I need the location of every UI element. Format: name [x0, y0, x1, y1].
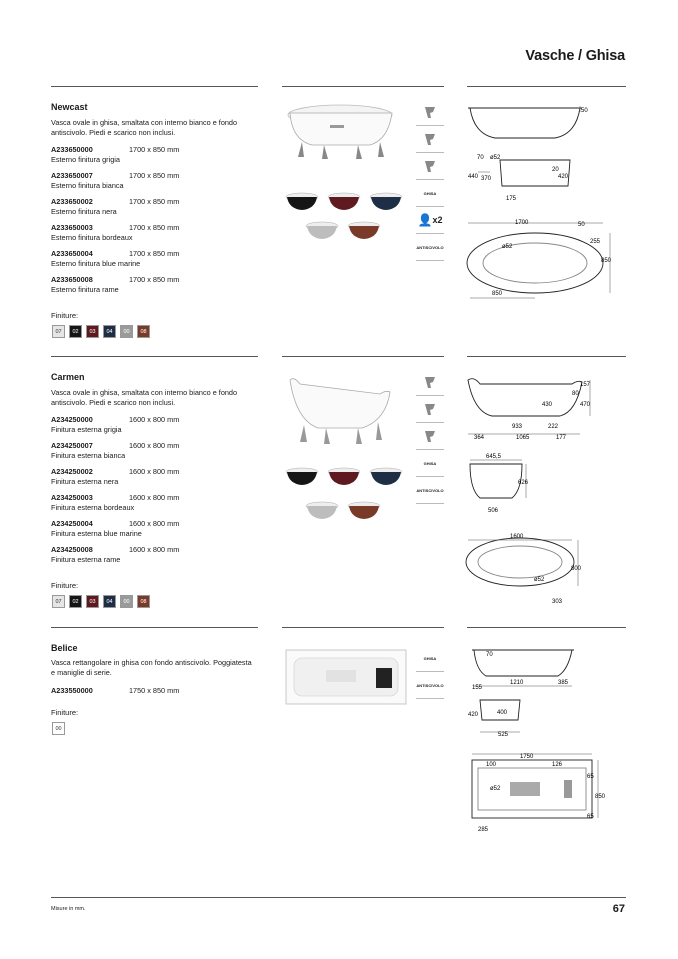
footer-divider — [51, 897, 626, 898]
product-code: A234250000 — [51, 415, 93, 424]
divider — [51, 86, 258, 87]
section-description: Vasca rettangolare in ghisa con fondo antiscivolo. Poggiatesta e maniglie di serie. — [51, 658, 252, 677]
dim-label: 1700 — [515, 220, 529, 226]
product-row — [51, 197, 251, 216]
main-bathtub-photo — [290, 379, 390, 444]
product-finish: Esterno finitura bordeaux — [51, 232, 133, 242]
finish-swatches — [52, 722, 65, 735]
divider — [51, 356, 258, 357]
dim-label: 65 — [587, 774, 594, 780]
dim-label: 1600 — [510, 534, 524, 540]
antiscivolo-label: ANTISCIVOLO — [416, 234, 444, 261]
product-photos-newcast — [282, 95, 410, 250]
dim-label: 255 — [590, 239, 601, 245]
dim-label: 285 — [478, 827, 489, 833]
dim-label: 430 — [542, 402, 553, 408]
dim-label: ø52 — [534, 577, 545, 583]
product-row — [51, 171, 251, 190]
product-code: A233650008 — [51, 275, 93, 284]
dim-label: 933 — [512, 424, 523, 430]
feature-icons — [416, 645, 444, 699]
swatch: 04 — [103, 325, 116, 338]
product-row — [51, 686, 251, 696]
product-size: 1700 x 850 mm — [129, 223, 180, 232]
swatch: 03 — [86, 325, 99, 338]
section-title-belice: Belice — [51, 643, 78, 653]
dim-label: 1065 — [516, 435, 530, 441]
ghisa-label: GHISA — [416, 180, 444, 207]
product-code: A234250002 — [51, 467, 93, 476]
swatch: 08 — [137, 325, 150, 338]
dim-label: 1750 — [520, 754, 534, 760]
product-finish: Esterno finitura blue marine — [51, 258, 141, 268]
dim-label: 364 — [474, 435, 485, 441]
product-finish: Finitura esterna nera — [51, 476, 119, 486]
dim-label: 20 — [552, 167, 559, 173]
divider — [282, 627, 444, 628]
dim-label: 222 — [548, 424, 559, 430]
foot-icon — [416, 369, 444, 396]
dim-label: 800 — [571, 566, 582, 572]
section-description: Vasca ovale in ghisa, smaltata con interno bianco e fondo antiscivolo. Piedi e scarico non inclusi. — [51, 388, 238, 407]
product-finish: Finitura esterna bordeaux — [51, 502, 135, 512]
product-row — [51, 441, 251, 460]
dim-label: 157 — [580, 382, 591, 388]
product-code: A234250007 — [51, 441, 93, 450]
product-finish: Esterno finitura bianca — [51, 180, 124, 190]
product-code: A233650002 — [51, 197, 93, 206]
dim-label: 177 — [556, 435, 567, 441]
antiscivolo-label: ANTISCIVOLO — [416, 477, 444, 504]
swatch: 08 — [137, 595, 150, 608]
swatch: 00 — [120, 325, 133, 338]
product-finish: Esterno finitura nera — [51, 206, 117, 216]
page-title: Vasche / Ghisa — [525, 48, 625, 64]
product-row — [51, 545, 251, 564]
page-number: 67 — [612, 903, 625, 915]
dim-label: 1210 — [510, 680, 524, 686]
two-people-icon: 👤 x2 — [416, 207, 444, 234]
product-row — [51, 275, 251, 294]
product-size: 1750 x 850 mm — [129, 686, 180, 695]
product-size: 1700 x 850 mm — [129, 145, 180, 154]
dim-label: ø52 — [490, 786, 501, 792]
dim-label: 65 — [587, 814, 594, 820]
dim-label: 470 — [580, 402, 591, 408]
section-title-carmen: Carmen — [51, 372, 85, 382]
swatch: 02 — [69, 325, 82, 338]
dim-label: 420 — [468, 712, 479, 718]
swatch: 07 — [52, 595, 65, 608]
ghisa-label: GHISA — [416, 450, 444, 477]
product-row — [51, 415, 251, 434]
technical-drawing-newcast — [460, 98, 630, 308]
dim-label: 155 — [472, 685, 483, 691]
swatch: 07 — [52, 325, 65, 338]
footer-note: Misure in mm. — [51, 906, 86, 912]
dim-label: 400 — [497, 710, 508, 716]
color-variant-photos — [286, 468, 402, 519]
divider — [467, 86, 626, 87]
dim-label: 420 — [558, 174, 569, 180]
swatch: 00 — [120, 595, 133, 608]
product-size: 1600 x 800 mm — [129, 415, 180, 424]
product-row — [51, 249, 251, 268]
antiscivolo-label: ANTISCIVOLO — [416, 672, 444, 699]
product-size: 1700 x 850 mm — [129, 249, 180, 258]
product-code: A233650000 — [51, 145, 93, 154]
dim-label: 626 — [518, 480, 529, 486]
section-description: Vasca ovale in ghisa, smaltata con interno bianco e fondo antiscivolo. Piedi e scarico non inclusi. — [51, 118, 238, 137]
dim-label: 645,5 — [486, 454, 502, 460]
foot-icon — [416, 153, 444, 180]
product-row — [51, 223, 251, 242]
product-size: 1600 x 800 mm — [129, 493, 180, 502]
dim-label: 370 — [481, 176, 492, 182]
dim-label: 850 — [601, 258, 612, 264]
product-finish: Finitura esterna blue marine — [51, 528, 142, 538]
color-variant-photos — [286, 193, 402, 239]
technical-drawing-belice — [460, 642, 630, 842]
finishes-label: Finiture: — [51, 708, 79, 717]
product-size: 1600 x 800 mm — [129, 467, 180, 476]
product-size: 1700 x 850 mm — [129, 171, 180, 180]
divider — [467, 627, 626, 628]
section-title-newcast: Newcast — [51, 102, 88, 112]
swatch: 02 — [69, 595, 82, 608]
dim-label: 50 — [581, 108, 588, 114]
product-photos-carmen — [282, 370, 410, 530]
swatch: 04 — [103, 595, 116, 608]
product-photo-belice — [284, 646, 408, 708]
dim-label: 70 — [477, 155, 484, 161]
product-code: A233550000 — [51, 686, 93, 695]
product-size: 1600 x 800 mm — [129, 441, 180, 450]
technical-drawing-carmen — [460, 372, 630, 612]
finish-swatches — [52, 325, 150, 338]
dim-label: 80 — [572, 391, 579, 397]
product-size: 1700 x 850 mm — [129, 275, 180, 284]
feature-icons — [416, 99, 444, 261]
product-code: A233650007 — [51, 171, 93, 180]
dim-label: 850 — [595, 794, 606, 800]
product-code: A233650003 — [51, 223, 93, 232]
dim-label: 70 — [486, 652, 493, 658]
foot-icon — [416, 396, 444, 423]
finishes-label: Finiture: — [51, 581, 79, 590]
foot-icon — [416, 423, 444, 450]
dim-label: 440 — [468, 174, 479, 180]
product-row — [51, 467, 251, 486]
foot-icon — [416, 126, 444, 153]
dim-label: 126 — [552, 762, 563, 768]
dim-label: 303 — [552, 599, 563, 605]
product-code: A234250008 — [51, 545, 93, 554]
dim-label: ø52 — [490, 155, 501, 161]
dim-label: ø52 — [502, 244, 513, 250]
product-finish: Finitura esterna bianca — [51, 450, 126, 460]
product-size: 1700 x 850 mm — [129, 197, 180, 206]
product-size: 1600 x 800 mm — [129, 545, 180, 554]
divider — [467, 356, 626, 357]
feature-icons — [416, 369, 444, 504]
dim-label: 385 — [558, 680, 569, 686]
product-finish: Esterno finitura rame — [51, 284, 119, 294]
product-finish: Esterno finitura grigia — [51, 154, 120, 164]
swatch: 00 — [52, 722, 65, 735]
divider — [282, 356, 444, 357]
product-row — [51, 145, 251, 164]
dim-label: 100 — [486, 762, 497, 768]
product-code: A234250004 — [51, 519, 93, 528]
dim-label: 50 — [578, 222, 585, 228]
dim-label: 850 — [492, 291, 503, 297]
product-code: A234250003 — [51, 493, 93, 502]
product-size: 1600 x 800 mm — [129, 519, 180, 528]
product-row — [51, 493, 251, 512]
product-row — [51, 519, 251, 538]
finish-swatches — [52, 595, 150, 608]
divider — [51, 627, 258, 628]
swatch: 03 — [86, 595, 99, 608]
product-code: A233650004 — [51, 249, 93, 258]
foot-icon — [416, 99, 444, 126]
dim-label: 506 — [488, 508, 499, 514]
product-finish: Finitura esterna rame — [51, 554, 121, 564]
divider — [282, 86, 444, 87]
dim-label: 525 — [498, 732, 509, 738]
dim-label: 175 — [506, 196, 517, 202]
ghisa-label: GHISA — [416, 645, 444, 672]
main-bathtub-photo — [288, 105, 392, 159]
finishes-label: Finiture: — [51, 311, 79, 320]
product-finish: Finitura esterna grigia — [51, 424, 122, 434]
